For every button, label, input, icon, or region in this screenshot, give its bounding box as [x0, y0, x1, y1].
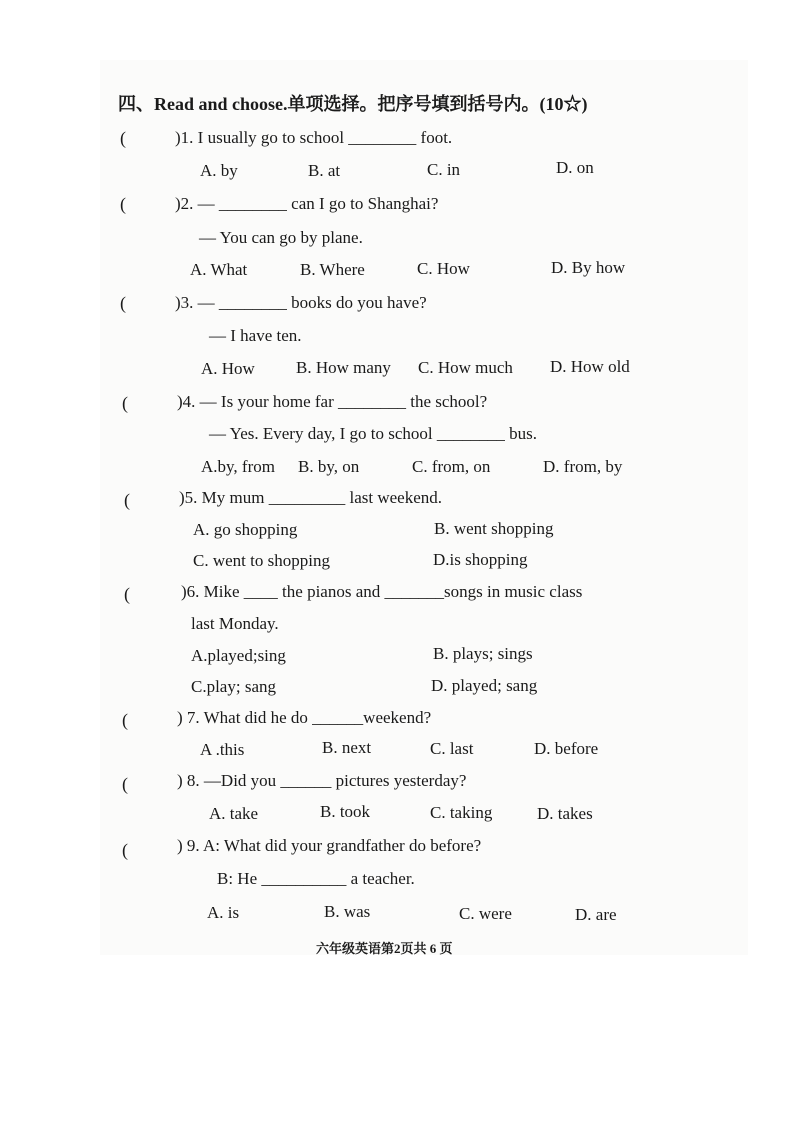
answer-bracket-2[interactable]: ( — [120, 194, 126, 214]
q5-option-d: D.is shopping — [433, 550, 528, 569]
q5-option-a: A. go shopping — [193, 520, 298, 539]
q2-option-c: C. How — [417, 259, 470, 278]
q1-option-c: C. in — [427, 160, 461, 179]
q9-option-c: C. were — [459, 904, 512, 923]
q4-option-b: B. by, on — [298, 457, 360, 476]
q8-option-c: C. taking — [430, 803, 493, 822]
q8-option-d: D. takes — [537, 804, 593, 823]
question-2-stem: )2. — ________ can I go to Shanghai? — [175, 194, 439, 213]
q7-option-a: A .this — [200, 740, 245, 759]
q5-option-c: C. went to shopping — [193, 551, 330, 570]
question-6-stem-cont: last Monday. — [191, 614, 279, 633]
q6-option-d: D. played; sang — [431, 676, 538, 695]
q2-option-a: A. What — [190, 260, 248, 279]
question-9-reply: B: He __________ a teacher. — [217, 869, 415, 888]
q3-option-b: B. How many — [296, 358, 391, 377]
q8-option-a: A. take — [209, 804, 259, 823]
q9-option-d: D. are — [575, 905, 617, 924]
q6-option-b: B. plays; sings — [433, 644, 533, 663]
answer-bracket-8[interactable]: ( — [122, 774, 128, 794]
answer-bracket-9[interactable]: ( — [122, 840, 128, 860]
question-8-stem: ) 8. —Did you ______ pictures yesterday? — [177, 771, 467, 790]
answer-bracket-3[interactable]: ( — [120, 293, 126, 313]
section-title: 四、Read and choose.单项选择。把序号填到括号内。(10☆) — [118, 94, 588, 114]
q7-option-d: D. before — [534, 739, 599, 758]
q9-option-a: A. is — [207, 903, 240, 922]
answer-bracket-5[interactable]: ( — [124, 490, 130, 510]
question-3-reply: — I have ten. — [209, 326, 302, 345]
answer-bracket-4[interactable]: ( — [122, 393, 128, 413]
question-1-stem: )1. I usually go to school ________ foot. — [175, 128, 453, 147]
answer-bracket-7[interactable]: ( — [122, 710, 128, 730]
question-6-stem: )6. Mike ____ the pianos and _______songs in music class — [181, 582, 583, 601]
q5-option-b: B. went shopping — [434, 519, 554, 538]
page-footer: 六年级英语第2页共 6 页 — [316, 941, 453, 956]
question-2-reply: — You can go by plane. — [199, 228, 363, 247]
q1-option-b: B. at — [308, 161, 341, 180]
q4-option-a: A.by, from — [201, 457, 275, 476]
q6-option-c: C.play; sang — [191, 677, 276, 696]
question-9-stem: ) 9. A: What did your grandfather do before? — [177, 836, 482, 855]
q7-option-b: B. next — [322, 738, 372, 757]
question-7-stem: ) 7. What did he do ______weekend? — [177, 708, 432, 727]
question-5-stem: )5. My mum _________ last weekend. — [179, 488, 442, 507]
q2-option-b: B. Where — [300, 260, 365, 279]
question-4-stem: )4. — Is your home far ________ the school? — [177, 392, 488, 411]
q1-option-d: D. on — [556, 158, 594, 177]
q3-option-c: C. How much — [418, 358, 513, 377]
q4-option-d: D. from, by — [543, 457, 623, 476]
q1-option-a: A. by — [200, 161, 238, 180]
question-3-stem: )3. — ________ books do you have? — [175, 293, 427, 312]
answer-bracket-6[interactable]: ( — [124, 584, 130, 604]
q7-option-c: C. last — [430, 739, 474, 758]
q8-option-b: B. took — [320, 802, 371, 821]
q4-option-c: C. from, on — [412, 457, 491, 476]
answer-bracket-1[interactable]: ( — [120, 128, 126, 148]
q3-option-a: A. How — [201, 359, 255, 378]
q2-option-d: D. By how — [551, 258, 626, 277]
question-4-reply: — Yes. Every day, I go to school ________ bus. — [209, 424, 538, 443]
q9-option-b: B. was — [324, 902, 371, 921]
q3-option-d: D. How old — [550, 357, 630, 376]
q6-option-a: A.played;sing — [191, 646, 286, 665]
